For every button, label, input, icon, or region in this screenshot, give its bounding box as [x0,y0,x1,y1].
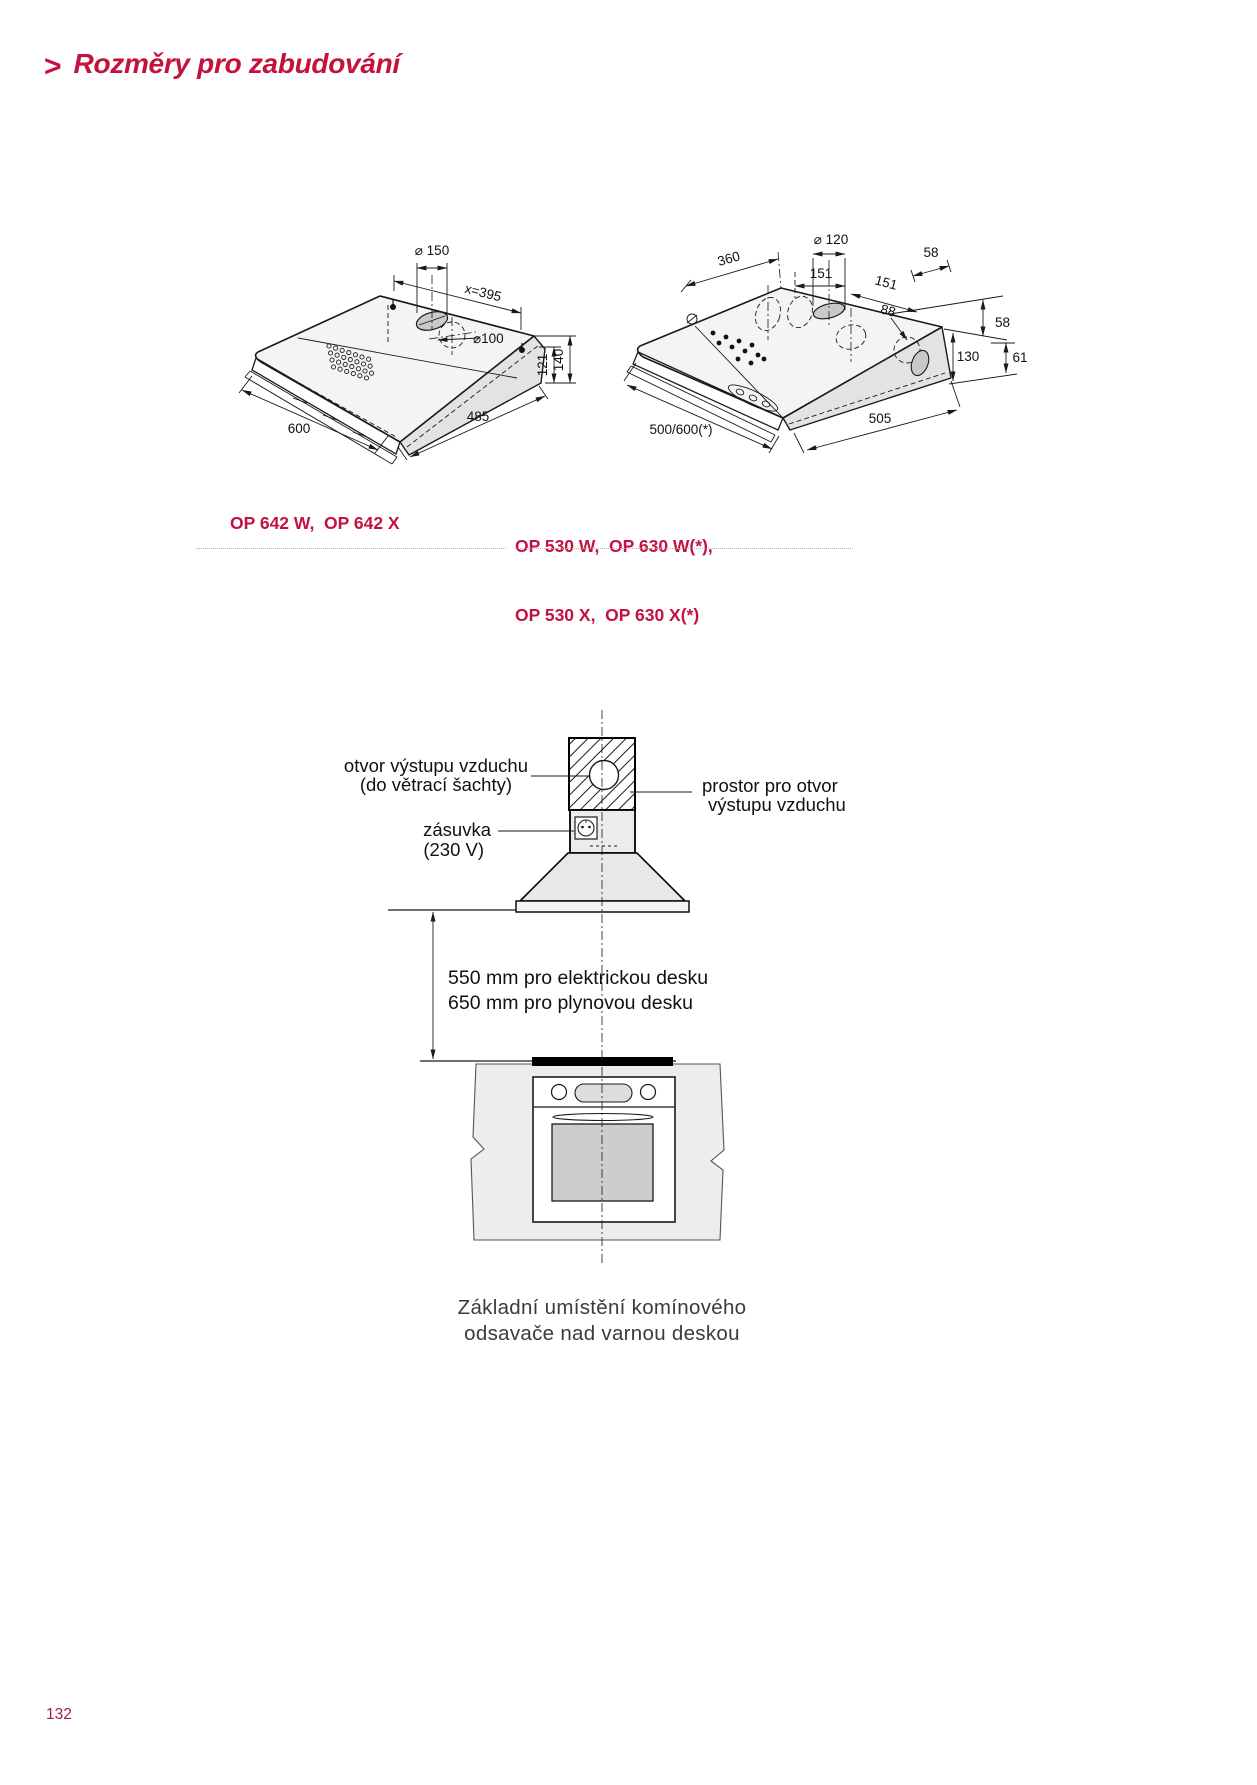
diagram-caption-line1: Základní umístění komínového [457,1296,747,1319]
label-socket-line2: (230 V) [423,839,484,860]
model-label-line2: OP 530 X, OP 630 X(*) [515,605,700,625]
dim-vent-diameter: ⌀ 120 [813,232,849,247]
clearance-gas: 650 mm pro plynovou desku [448,992,693,1014]
screw-icon [687,314,697,324]
dim-vent-offset: x=395 [463,280,503,305]
socket-icon [575,817,597,839]
dim-top-width: 360 [715,248,742,269]
label-socket-line1: zásuvka [423,819,491,840]
page-number: 132 [46,1706,72,1723]
cooktop-hob [532,1057,673,1066]
dim-vent-diameter: ⌀ 150 [414,243,450,258]
oven-handle [553,1114,653,1121]
model-label-line1: OP 530 W, OP 630 W(*), [515,536,713,556]
dim-width: 600 [287,421,311,436]
label-space-line2: výstupu vzduchu [708,794,846,815]
label-outlet-line2: (do větrací šachty) [359,774,512,795]
technical-drawing-op530-630 [545,230,1040,475]
oven-knob-right [641,1085,656,1100]
clearance-electric: 550 mm pro elektrickou desku [448,967,709,989]
dim-height-total: 140 [551,348,566,372]
separator-line [515,548,853,549]
dim-rear-offset: 88 [878,301,898,320]
dim-height-rear: 130 [956,349,980,364]
dim-depth: 505 [868,411,892,426]
label-outlet-line1: otvor výstupu vzduchu [343,755,528,776]
oven-knob-left [552,1085,567,1100]
chevron-icon: > [44,50,62,83]
hood-body-isometric [627,260,951,442]
diagram-caption-line2: odsavače nad varnou deskou [464,1322,740,1345]
dim-height-front: 61 [1012,350,1028,365]
placement-diagram [340,700,870,1350]
dim-spacing-1: 151 [809,266,833,281]
dim-side-offset: 58 [995,315,1011,330]
dim-width: 500/600(*) [649,422,713,437]
model-label-op642: OP 642 W, OP 642 X [230,513,400,533]
oven-display [575,1084,632,1102]
oven-window [552,1124,653,1201]
separator-line [196,548,506,549]
dim-spacing-2: 151 [873,272,899,293]
dim-height-body: 121 [535,353,550,377]
label-space-line1: prostor pro otvor [702,775,838,796]
dim-top-offset: 58 [923,245,939,260]
clearance-dimension [388,910,708,1059]
dim-knockout-diameter: ⌀100 [473,331,504,346]
section-heading [44,48,400,83]
hood-canopy [516,853,689,912]
model-label-op530-630 [515,489,713,673]
page-title: Rozměry pro zabudování [73,48,400,79]
dim-depth: 485 [466,409,490,424]
air-outlet-hole [590,761,619,790]
stove-cabinet [420,1057,724,1240]
technical-drawing-op642 [195,235,600,505]
